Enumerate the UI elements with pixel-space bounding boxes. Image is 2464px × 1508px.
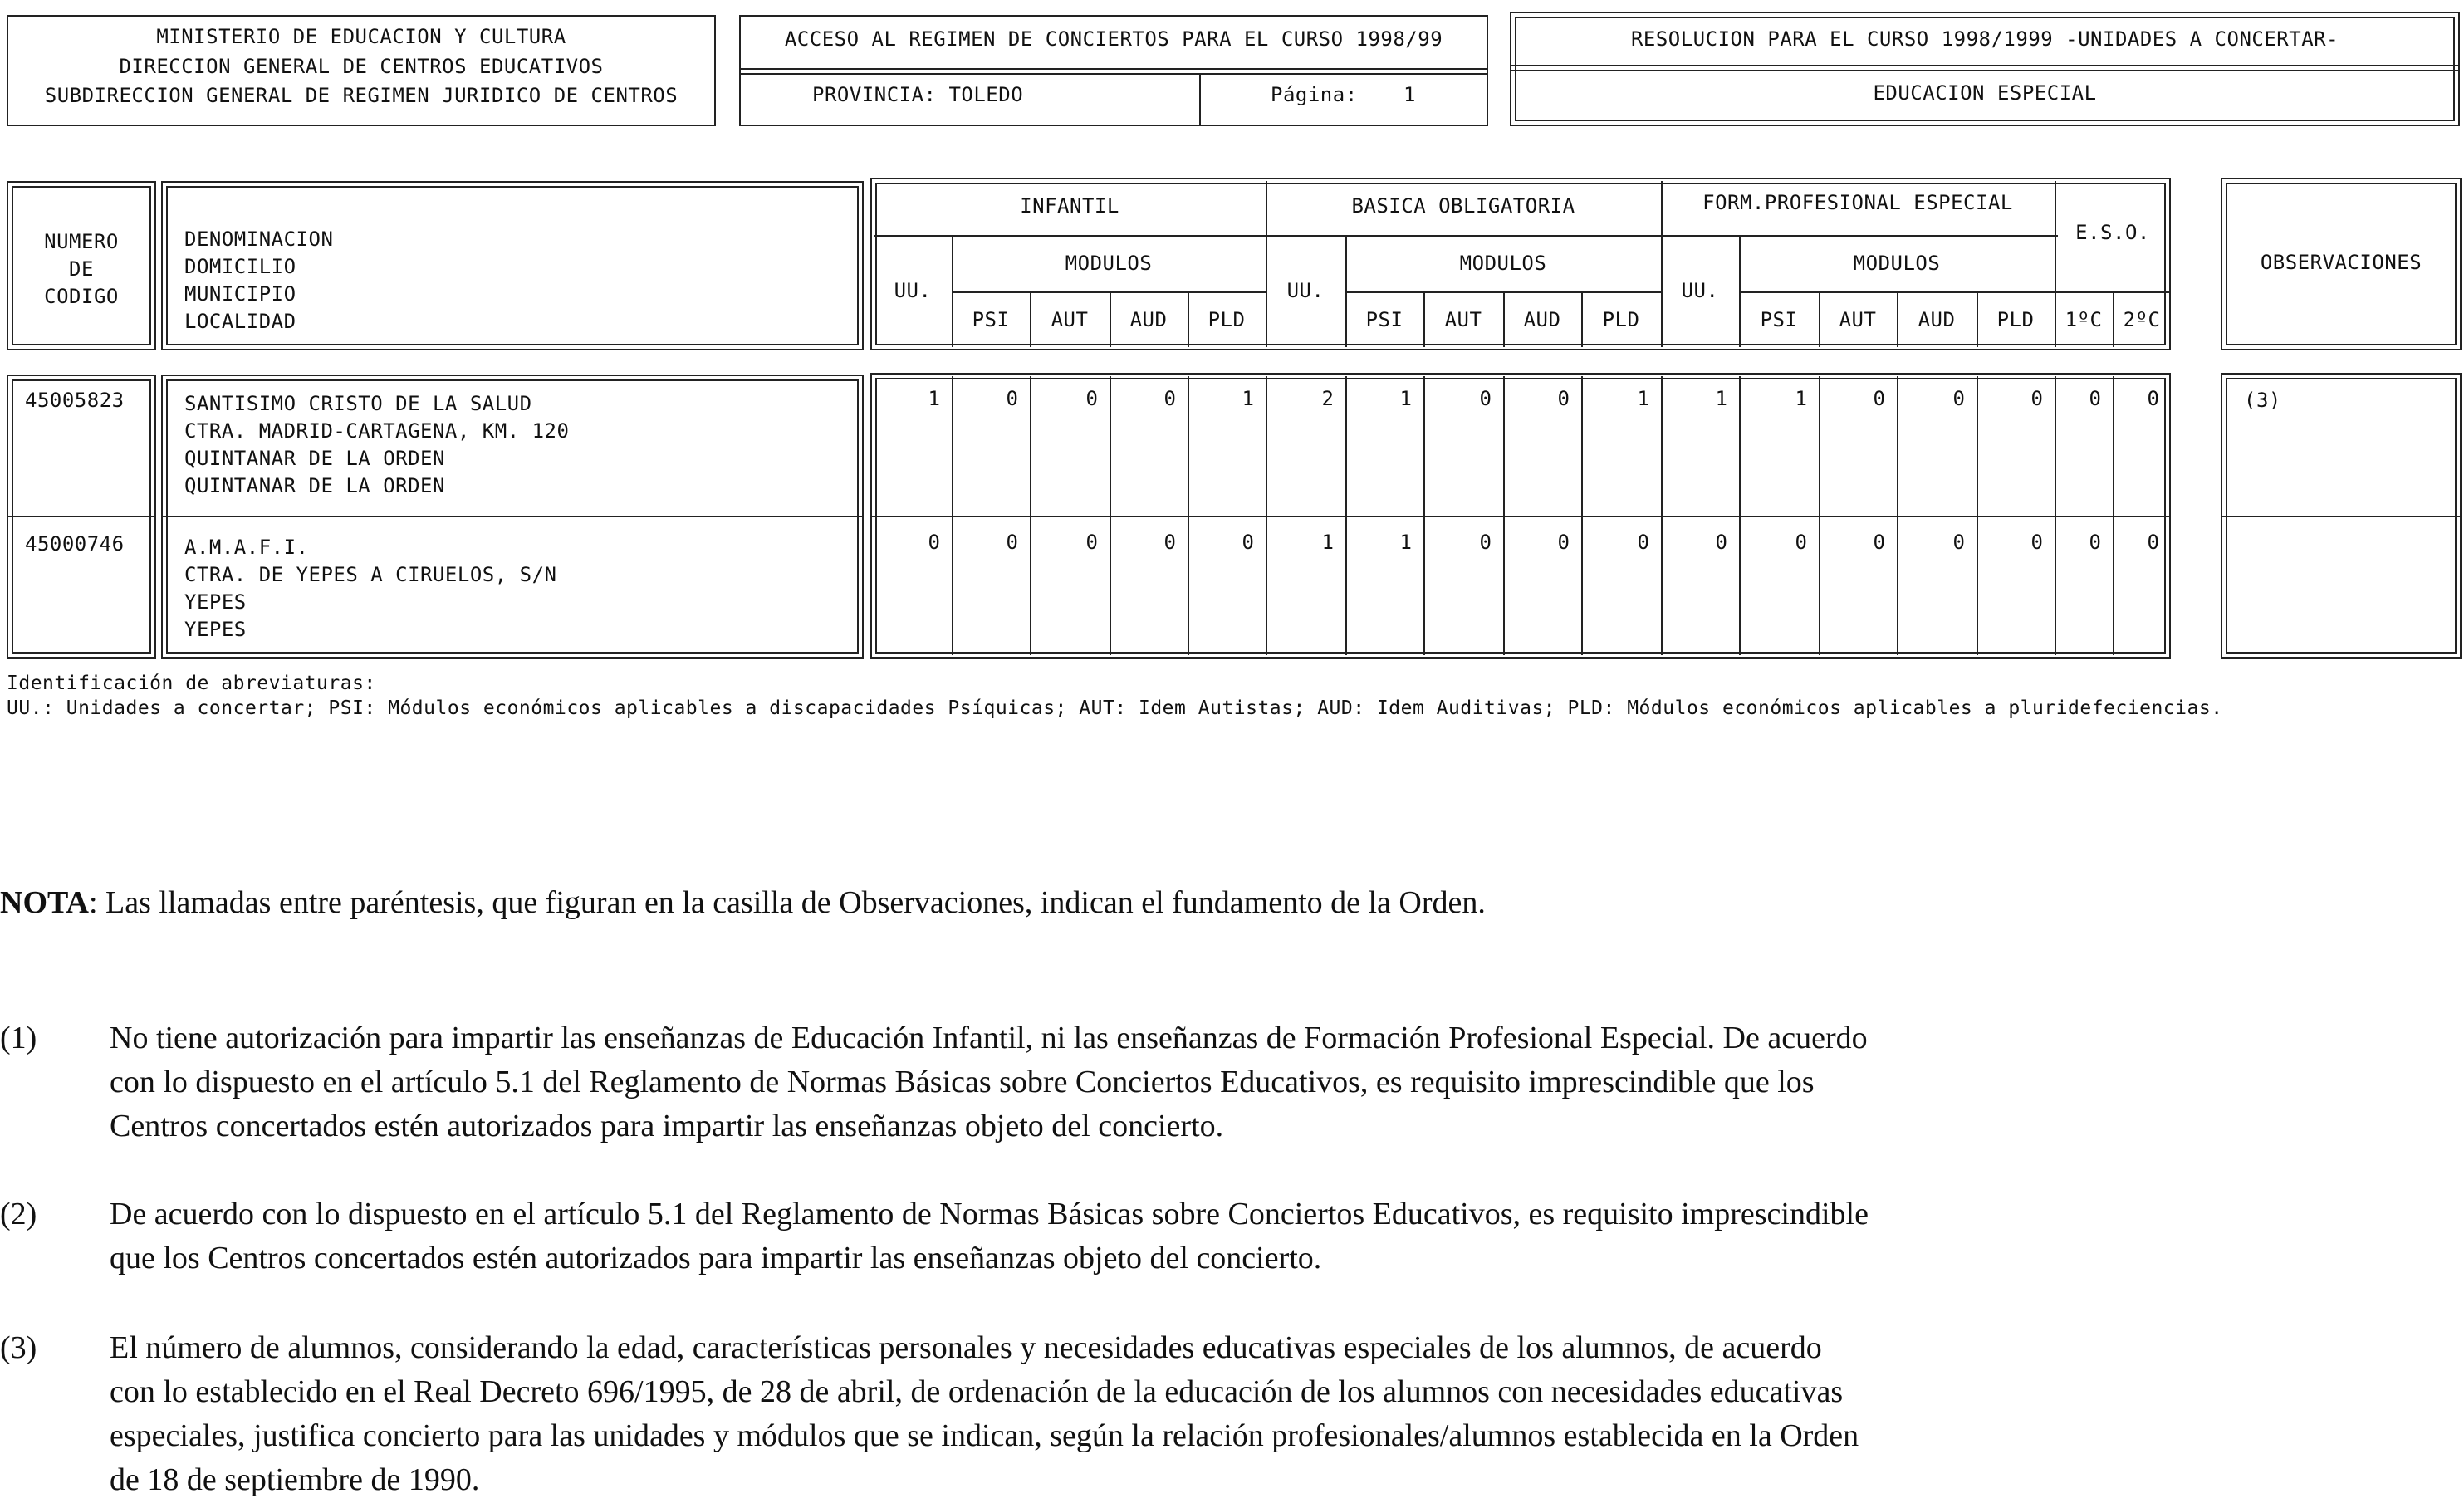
th-pld-3: PLD xyxy=(1996,308,2035,331)
education-type: EDUCACION ESPECIAL xyxy=(1873,81,2097,105)
abbrev-title: Identificación de abreviaturas: xyxy=(7,673,376,694)
value-cell: 1 xyxy=(1399,387,1412,410)
th-uu-infantil: UU. xyxy=(894,279,932,302)
value-cell: 1 xyxy=(1795,387,1807,410)
value-cell: 1 xyxy=(1715,387,1727,410)
province-label: PROVINCIA: TOLEDO xyxy=(812,83,1024,106)
row2-address: CTRA. DE YEPES A CIRUELOS, S/N xyxy=(184,563,557,586)
value-cell: 1 xyxy=(1637,387,1649,410)
th-infantil: INFANTIL xyxy=(1020,194,1119,218)
th-aud-1: AUD xyxy=(1129,308,1168,331)
value-cell: 0 xyxy=(1873,531,1885,554)
body-col-separator xyxy=(1030,376,1031,655)
th-uu-basica: UU. xyxy=(1286,279,1325,302)
value-cell: 0 xyxy=(1479,531,1492,554)
value-cell: 0 xyxy=(2147,531,2159,554)
row2-locality: YEPES xyxy=(184,618,247,641)
note-1-num: (1) xyxy=(0,1021,37,1055)
th-2c: 2ºC xyxy=(2123,308,2161,331)
row1-observations: (3) xyxy=(2244,389,2281,412)
th-pld-1: PLD xyxy=(1208,308,1246,331)
row1-municipality: QUINTANAR DE LA ORDEN xyxy=(184,447,445,470)
body-col-separator xyxy=(952,376,953,655)
note-1-line-3: Centros concertados estén autorizados para impartir las enseñanzas objeto del concierto. xyxy=(110,1109,1224,1143)
value-cell: 0 xyxy=(1085,387,1098,410)
body-col-separator xyxy=(1423,376,1425,655)
body-col-separator xyxy=(1739,376,1741,655)
note-3-line-3: especiales, justifica concierto para las unidades y módulos que se indican, según la relación profesionales/alumnos establecida en la Orden xyxy=(110,1418,1859,1453)
body-col-separator xyxy=(1897,376,1898,655)
th-localidad: LOCALIDAD xyxy=(184,310,296,333)
th-modulos-infantil: MODULOS xyxy=(1065,252,1153,275)
note-3-line-4: de 18 de septiembre de 1990. xyxy=(110,1462,480,1497)
body-col-separator xyxy=(1266,376,1267,655)
th-uu-fp: UU. xyxy=(1681,279,1719,302)
ministry-line-1: MINISTERIO DE EDUCACION Y CULTURA xyxy=(156,25,566,48)
body-col-separator xyxy=(1661,376,1663,655)
row2-code: 45000746 xyxy=(25,532,125,556)
ministry-line-3: SUBDIRECCION GENERAL DE REGIMEN JURIDICO DE CENTROS xyxy=(44,84,678,107)
value-cell: 0 xyxy=(2089,387,2101,410)
body-col-separator xyxy=(1503,376,1505,655)
row2-municipality: YEPES xyxy=(184,590,247,614)
row1-address: CTRA. MADRID-CARTAGENA, KM. 120 xyxy=(184,419,570,443)
value-cell: 0 xyxy=(1242,531,1254,554)
th-observaciones: OBSERVACIONES xyxy=(2260,251,2422,274)
page-number: 1 xyxy=(1403,83,1416,106)
note-2-line-2: que los Centros concertados estén autorizados para impartir las enseñanzas objeto del concierto. xyxy=(110,1241,1322,1275)
note-3-num: (3) xyxy=(0,1330,37,1365)
th-numero-3: CODIGO xyxy=(44,285,119,308)
body-col-separator xyxy=(2055,376,2056,655)
th-pld-2: PLD xyxy=(1602,308,1640,331)
th-aud-2: AUD xyxy=(1523,308,1561,331)
th-numero-2: DE xyxy=(69,257,94,281)
value-cell: 0 xyxy=(1163,531,1176,554)
note-1-line-2: con lo dispuesto en el artículo 5.1 del Reglamento de Normas Básicas sobre Conciertos Educativos, es requisito imprescindible que los xyxy=(110,1065,1815,1099)
value-cell: 0 xyxy=(2147,387,2159,410)
value-cell: 0 xyxy=(1085,531,1098,554)
th-aut-2: AUT xyxy=(1444,308,1482,331)
nota xyxy=(0,881,1486,925)
value-cell: 0 xyxy=(1557,531,1570,554)
value-cell: 0 xyxy=(1163,387,1176,410)
value-cell: 1 xyxy=(1242,387,1254,410)
value-cell: 0 xyxy=(1006,531,1018,554)
value-cell: 0 xyxy=(1557,387,1570,410)
abbrev-text: UU.: Unidades a concertar; PSI: Módulos económicos aplicables a discapacidades Psíquicas; AUT: Idem Autistas; AUD: Idem Auditivas; PLD: Módulos económicos aplicables a pluridefeciencias. xyxy=(7,698,2223,719)
value-cell: 0 xyxy=(1479,387,1492,410)
th-modulos-basica: MODULOS xyxy=(1459,252,1547,275)
access-title: ACCESO AL REGIMEN DE CONCIERTOS PARA EL CURSO 1998/99 xyxy=(784,27,1443,51)
value-cell: 1 xyxy=(928,387,940,410)
resolution-title: RESOLUCION PARA EL CURSO 1998/1999 -UNIDADES A CONCERTAR- xyxy=(1630,27,2339,51)
value-cell: 0 xyxy=(2030,387,2043,410)
th-psi-1: PSI xyxy=(972,308,1010,331)
th-modulos-fp: MODULOS xyxy=(1853,252,1941,275)
body-col-separator xyxy=(1345,376,1347,655)
ministry-line-2: DIRECCION GENERAL DE CENTROS EDUCATIVOS xyxy=(119,55,604,78)
value-cell: 1 xyxy=(1399,531,1412,554)
value-cell: 0 xyxy=(1952,531,1965,554)
note-2-num: (2) xyxy=(0,1197,37,1231)
row2-name: A.M.A.F.I. xyxy=(184,536,309,559)
th-aud-3: AUD xyxy=(1918,308,1956,331)
th-aut-3: AUT xyxy=(1839,308,1877,331)
body-col-separator xyxy=(2113,376,2114,655)
value-cell: 1 xyxy=(1321,531,1334,554)
th-municipio: MUNICIPIO xyxy=(184,282,296,306)
body-col-separator xyxy=(1977,376,1978,655)
nota-text: : Las llamadas entre paréntesis, que figuran en la casilla de Observaciones, indican el fundamento de la Orden. xyxy=(88,885,1486,920)
value-cell: 0 xyxy=(2030,531,2043,554)
body-col-separator xyxy=(1110,376,1111,655)
value-cell: 0 xyxy=(1795,531,1807,554)
th-numero-1: NUMERO xyxy=(44,230,119,253)
th-aut-1: AUT xyxy=(1051,308,1089,331)
value-cell: 0 xyxy=(1006,387,1018,410)
note-1-line-1: No tiene autorización para impartir las enseñanzas de Educación Infantil, ni las enseñanzas de Formación Profesional Especial. De acuerdo xyxy=(110,1021,1868,1055)
value-cell: 0 xyxy=(928,531,940,554)
th-psi-2: PSI xyxy=(1365,308,1403,331)
row1-name: SANTISIMO CRISTO DE LA SALUD xyxy=(184,392,532,415)
th-fp: FORM.PROFESIONAL ESPECIAL xyxy=(1702,191,2013,214)
page-label: Página: xyxy=(1271,83,1358,106)
value-cell: 0 xyxy=(1952,387,1965,410)
th-denominacion: DENOMINACION xyxy=(184,228,334,251)
value-cell: 0 xyxy=(1873,387,1885,410)
th-basica: BASICA OBLIGATORIA xyxy=(1351,194,1575,218)
value-cell: 0 xyxy=(1637,531,1649,554)
th-psi-3: PSI xyxy=(1760,308,1798,331)
body-col-separator xyxy=(1188,376,1189,655)
nota-label: NOTA xyxy=(0,885,89,920)
note-2-line-1: De acuerdo con lo dispuesto en el artículo 5.1 del Reglamento de Normas Básicas sobre Conciertos Educativos, es requisito imprescindible xyxy=(110,1197,1869,1231)
th-domicilio: DOMICILIO xyxy=(184,255,296,278)
value-cell: 2 xyxy=(1321,387,1334,410)
note-3-line-1: El número de alumnos, considerando la edad, características personales y necesidades educativas especiales de los alumnos, de acuerdo xyxy=(110,1330,1822,1365)
th-1c: 1ºC xyxy=(2065,308,2103,331)
th-eso: E.S.O. xyxy=(2075,221,2150,244)
row1-locality: QUINTANAR DE LA ORDEN xyxy=(184,474,445,497)
body-col-separator xyxy=(1581,376,1583,655)
row1-code: 45005823 xyxy=(25,389,125,412)
note-3-line-2: con lo establecido en el Real Decreto 696/1995, de 28 de abril, de ordenación de la educación de los alumnos con necesidades educativas xyxy=(110,1374,1844,1409)
value-cell: 0 xyxy=(2089,531,2101,554)
value-cell: 0 xyxy=(1715,531,1727,554)
body-col-separator xyxy=(1819,376,1820,655)
